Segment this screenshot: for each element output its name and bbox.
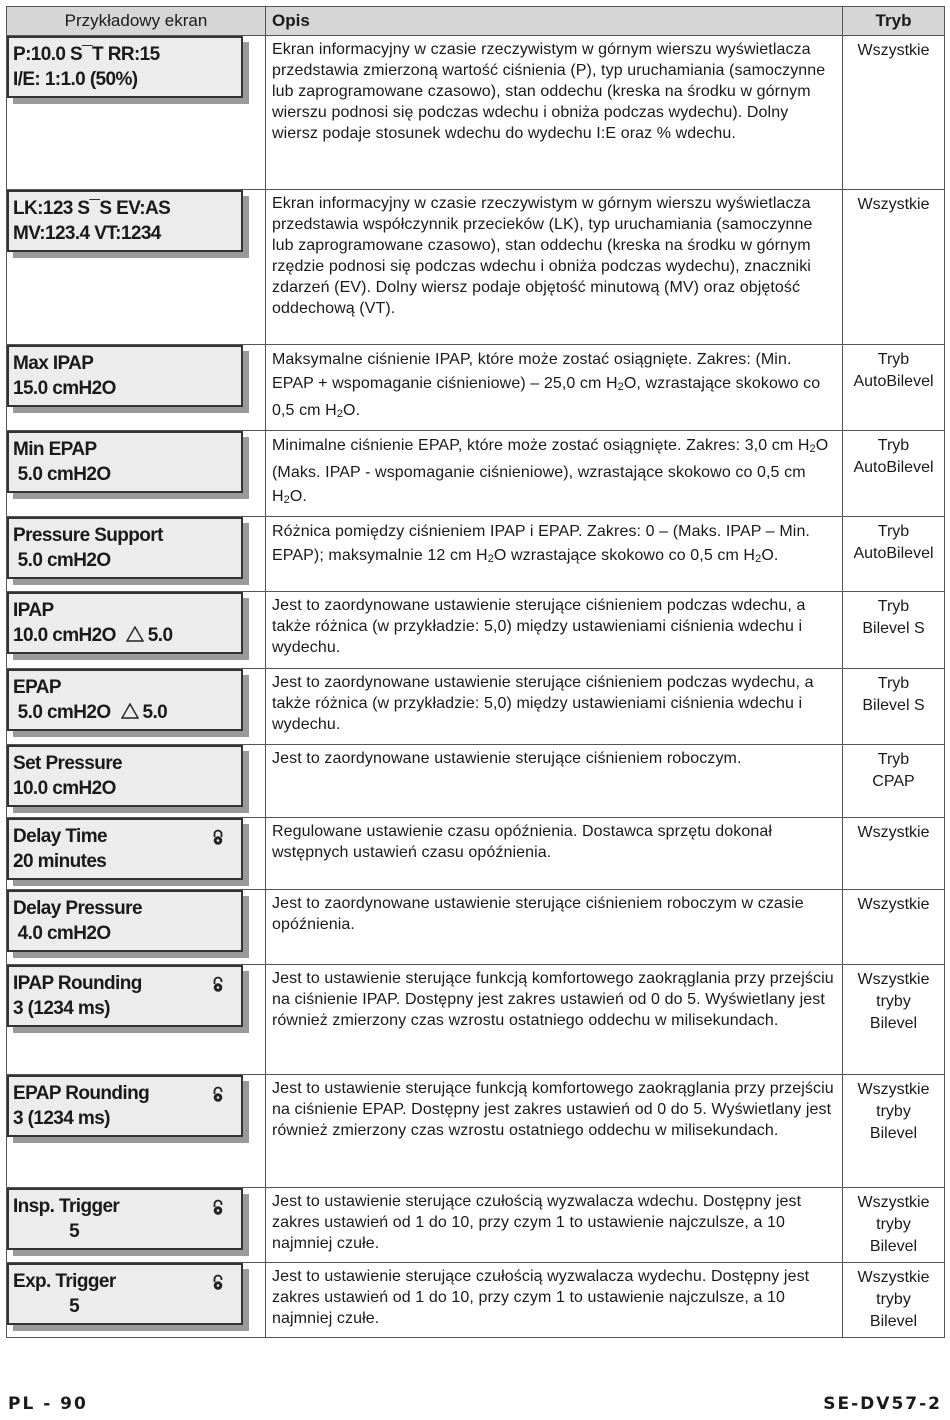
mode-line: Wszystkie <box>857 1269 930 1286</box>
mode-line: AutoBilevel <box>853 459 934 476</box>
lcd-line: 15.0 cmH2O <box>13 378 116 399</box>
lcd-line: 10.0 cmH2O <box>13 778 116 799</box>
description-fragment: O. <box>761 547 779 564</box>
mode-line: Tryb <box>877 437 910 454</box>
description-text: Jest to zaordynowane ustawienie sterujące ciśnieniem roboczym w czasie opóźnienia. <box>272 895 804 933</box>
lcd-display <box>7 592 243 654</box>
description-cell <box>266 669 843 745</box>
subscript-text: 2 <box>755 553 762 565</box>
description-cell <box>266 36 843 190</box>
description-cell <box>266 965 843 1075</box>
lcd-line: I/E: 1:1.0 (50%) <box>13 69 138 90</box>
table-row <box>7 1263 945 1338</box>
lock-open-icon <box>211 1274 225 1290</box>
lock-open-icon <box>211 1086 225 1102</box>
description-text: Jest to zaordynowane ustawienie sterujące ciśnieniem podczas wdechu, a także różnica (w przykładzie: 5,0) między ustawieniami ciśnienia wdechu i wydechu. <box>272 597 806 656</box>
lock-closed-icon <box>211 829 225 845</box>
description-cell <box>266 1188 843 1263</box>
description-cell <box>266 818 843 890</box>
mode-line: Wszystkie <box>857 196 930 213</box>
mode-line: Bilevel <box>869 1238 918 1255</box>
example-screen-cell <box>7 1263 266 1338</box>
subscript-text: 2 <box>487 553 494 565</box>
table-row <box>7 345 945 431</box>
subscript-text: 2 <box>283 494 290 506</box>
mode-cell <box>843 1188 945 1263</box>
mode-cell <box>843 36 945 190</box>
lcd-line: 5.0 cmH2O 5.0 <box>13 702 168 723</box>
lcd-line: IPAP Rounding <box>13 973 142 994</box>
mode-cell <box>843 190 945 345</box>
mode-line: Wszystkie <box>857 1194 930 1211</box>
table-row <box>7 517 945 592</box>
lcd-line: 20 minutes <box>13 851 107 872</box>
subscript-text: 2 <box>617 381 624 393</box>
description-fragment: O (Maks. IPAP - wspomaganie ciśnieniowe), wzrastające skokowo co 0,5 cm H <box>272 437 829 505</box>
table-row <box>7 190 945 345</box>
mode-text <box>843 1075 944 1149</box>
description-fragment: Różnica pomiędzy ciśnieniem IPAP i EPAP. Zakres: 0 – (Maks. IPAP – Min. EPAP); maksymalnie 12 cm H <box>272 523 810 564</box>
table-body <box>7 36 945 1338</box>
mode-line: tryby <box>876 1103 911 1120</box>
header-example-screen: Przykładowy ekran <box>7 7 266 36</box>
description-cell <box>266 345 843 431</box>
mode-text <box>843 517 944 569</box>
lock-open-icon <box>211 976 225 992</box>
description-text: Ekran informacyjny w czasie rzeczywistym w górnym wierszu wyświetlacza przedstawia współczynnik przecieków (LK), typ uruchamiania (samoczynne lub zaprogramowane czasowo), stan oddechu (kreska na środku w górnym rzędzie podnosi się podczas wdechu i obniża podczas wydechu), znaczniki zdarzeń (EV). Dolny wiersz podaje objętość minutową (MV) oraz objętość oddechową (VT). <box>272 195 813 317</box>
lcd-line: P:10.0 S¯T RR:15 <box>13 44 160 65</box>
description-cell <box>266 1263 843 1338</box>
mode-line: Bilevel S <box>862 620 925 637</box>
lcd-display <box>7 431 243 493</box>
description-cell <box>266 431 843 517</box>
lcd-line: Max IPAP <box>13 353 94 374</box>
lcd-display <box>7 745 243 807</box>
lcd-line: 5 <box>13 1296 80 1317</box>
description-cell <box>266 1075 843 1188</box>
table-row <box>7 965 945 1075</box>
mode-line: Bilevel <box>869 1015 918 1032</box>
mode-text <box>843 1188 944 1262</box>
description-text: Regulowane ustawienie czasu opóźnienia. Dostawca sprzętu dokonał wstępnych ustawień czasu opóźnienia. <box>272 823 773 861</box>
lcd-line: MV:123.4 VT:1234 <box>13 223 161 244</box>
example-screen-cell <box>7 669 266 745</box>
delta-triangle-icon <box>126 626 144 642</box>
mode-cell <box>843 1263 945 1338</box>
subscript-text: 2 <box>336 408 344 420</box>
page-number: PL - 90 <box>8 1394 88 1414</box>
mode-line: tryby <box>876 993 911 1010</box>
mode-cell <box>843 431 945 517</box>
example-screen-cell <box>7 345 266 431</box>
mode-line: Tryb <box>877 675 910 692</box>
mode-line: tryby <box>876 1291 911 1308</box>
lcd-display <box>7 190 243 252</box>
example-screen-cell <box>7 592 266 669</box>
mode-cell <box>843 517 945 592</box>
description-cell <box>266 890 843 965</box>
header-mode: Tryb <box>843 7 945 36</box>
mode-line: Bilevel <box>869 1125 918 1142</box>
lcd-display <box>7 517 243 579</box>
lcd-display <box>7 36 243 98</box>
lcd-display <box>7 345 243 407</box>
lock-open-icon <box>211 1199 225 1215</box>
mode-line: Bilevel S <box>862 697 925 714</box>
settings-table <box>6 6 945 1338</box>
mode-line: Wszystkie <box>857 971 930 988</box>
description-text: Jest to ustawienie sterujące czułością wyzwalacza wydechu. Dostępny jest zakres ustawień od 1 do 10, przy czym 1 to ustawienie najczulsze, a 10 najmniej czułe. <box>272 1268 810 1327</box>
delta-value: 5.0 <box>142 702 168 723</box>
mode-text <box>843 190 944 220</box>
description-cell <box>266 745 843 818</box>
mode-line: Tryb <box>877 523 910 540</box>
description-fragment: O, wzrastające skokowo co 0,5 cm H <box>272 375 821 419</box>
table-row <box>7 818 945 890</box>
description-text: Jest to zaordynowane ustawienie sterujące ciśnieniem roboczym. <box>272 750 742 767</box>
lcd-line: Delay Pressure <box>13 898 142 919</box>
lcd-display <box>7 669 243 731</box>
mode-line: tryby <box>876 1216 911 1233</box>
header-description: Opis <box>266 7 843 36</box>
example-screen-cell <box>7 745 266 818</box>
mode-text <box>843 965 944 1039</box>
description-text: Jest to ustawienie sterujące czułością wyzwalacza wdechu. Dostępny jest zakres ustawień od 1 do 10, przy czym 1 to ustawienie najczulsze, a 10 najmniej czułe. <box>272 1193 802 1252</box>
description-text: Jest to ustawienie sterujące funkcją komfortowego zaokrąglania przy przejściu na ciśnienie IPAP. Dostępny jest zakres ustawień od 0 do 5. Wyświetlany jest również zmierzony czas wzrostu ostatniego oddechu w milisekundach. <box>272 970 834 1029</box>
table-row <box>7 1188 945 1263</box>
example-screen-cell <box>7 818 266 890</box>
lcd-line: 5.0 cmH2O <box>13 550 111 571</box>
subscript-text: 2 <box>809 443 816 455</box>
mode-text <box>843 1263 944 1337</box>
mode-line: Bilevel <box>869 1313 918 1330</box>
mode-text <box>843 345 944 397</box>
description-text: Ekran informacyjny w czasie rzeczywistym w górnym wierszu wyświetlacza przedstawia zmierzoną wartość ciśnienia (P), typ uruchamiania (samoczynne lub zaprogramowane czasowo), stan oddechu (kreska na środku w górnym wierszu podnosi się podczas wdechu i obniża podczas wydechu). Dolny wiersz podaje stosunek wdechu do wydechu I:E oraz % wdechu. <box>272 41 826 142</box>
example-screen-cell <box>7 517 266 592</box>
lcd-display <box>7 965 243 1027</box>
description-text: Jest to zaordynowane ustawienie sterujące ciśnieniem podczas wydechu, a także różnica (w przykładzie: 5,0) między ustawieniami ciśnienia wdechu i wydechu. <box>272 674 814 733</box>
table-header-row <box>7 7 945 36</box>
table-row <box>7 890 945 965</box>
lcd-line: Min EPAP <box>13 439 97 460</box>
example-screen-cell <box>7 190 266 345</box>
lcd-line: EPAP Rounding <box>13 1083 150 1104</box>
mode-text <box>843 431 944 483</box>
mode-cell <box>843 669 945 745</box>
table-row <box>7 36 945 190</box>
mode-text <box>843 592 944 644</box>
lcd-line: Delay Time <box>13 826 107 847</box>
lcd-line: LK:123 S¯S EV:AS <box>13 198 171 219</box>
mode-text <box>843 36 944 66</box>
mode-line: Wszystkie <box>857 824 930 841</box>
mode-cell <box>843 965 945 1075</box>
lcd-line: Pressure Support <box>13 525 163 546</box>
delta-triangle-icon <box>121 703 139 719</box>
mode-line: Wszystkie <box>857 896 930 913</box>
lcd-display <box>7 890 243 952</box>
example-screen-cell <box>7 1188 266 1263</box>
lcd-line: 3 (1234 ms) <box>13 998 110 1019</box>
delta-value: 5.0 <box>147 625 173 646</box>
lcd-display <box>7 1075 243 1137</box>
description-text <box>266 345 842 430</box>
description-cell <box>266 517 843 592</box>
table-row <box>7 745 945 818</box>
lcd-line: IPAP <box>13 600 54 621</box>
mode-cell <box>843 1075 945 1188</box>
lcd-line: 5 <box>13 1221 80 1242</box>
lcd-line: Exp. Trigger <box>13 1271 116 1292</box>
document-code: SE-DV57-2 <box>823 1394 942 1414</box>
table-row <box>7 669 945 745</box>
description-fragment: O wzrastające skokowo co 0,5 cm H <box>493 547 756 564</box>
mode-line: Tryb <box>877 598 910 615</box>
description-cell <box>266 190 843 345</box>
mode-text <box>843 745 944 797</box>
mode-line: Wszystkie <box>857 42 930 59</box>
mode-cell <box>843 890 945 965</box>
example-screen-cell <box>7 1075 266 1188</box>
lcd-line: 5.0 cmH2O <box>13 464 111 485</box>
description-text <box>266 517 842 575</box>
description-fragment: O. <box>343 402 361 419</box>
mode-line: Tryb <box>877 751 910 768</box>
lcd-line: 3 (1234 ms) <box>13 1108 110 1129</box>
description-fragment: O. <box>289 488 307 505</box>
table-row <box>7 1075 945 1188</box>
table-row <box>7 431 945 517</box>
description-fragment: Maksymalne ciśnienie IPAP, które może zostać osiągnięte. Zakres: (Min. EPAP + wspomaganie ciśnieniowe) – 25,0 cm H <box>272 351 792 392</box>
lcd-display <box>7 818 243 880</box>
lcd-display <box>7 1188 243 1250</box>
lcd-line: 4.0 cmH2O <box>13 923 111 944</box>
lcd-line: EPAP <box>13 677 61 698</box>
mode-cell <box>843 592 945 669</box>
example-screen-cell <box>7 36 266 190</box>
description-cell <box>266 592 843 669</box>
table-row <box>7 592 945 669</box>
description-fragment: Minimalne ciśnienie EPAP, które może zostać osiągnięte. Zakres: 3,0 cm H <box>272 437 810 454</box>
mode-cell <box>843 345 945 431</box>
mode-line: CPAP <box>872 773 915 790</box>
mode-cell <box>843 818 945 890</box>
example-screen-cell <box>7 965 266 1075</box>
description-text <box>266 431 842 516</box>
mode-line: AutoBilevel <box>853 545 934 562</box>
description-text: Jest to ustawienie sterujące funkcją komfortowego zaokrąglania przy przejściu na ciśnienie EPAP. Dostępny jest zakres ustawień od 0 do 5. Wyświetlany jest również zmierzony czas wzrostu ostatniego oddechu w milisekundach. <box>272 1080 834 1139</box>
mode-cell <box>843 745 945 818</box>
lcd-line: Set Pressure <box>13 753 122 774</box>
mode-line: AutoBilevel <box>853 373 934 390</box>
lcd-display <box>7 1263 243 1325</box>
mode-text <box>843 818 944 848</box>
example-screen-cell <box>7 431 266 517</box>
mode-line: Wszystkie <box>857 1081 930 1098</box>
mode-line: Tryb <box>877 351 910 368</box>
lcd-line: Insp. Trigger <box>13 1196 120 1217</box>
lcd-line: 10.0 cmH2O 5.0 <box>13 625 173 646</box>
mode-text <box>843 669 944 721</box>
mode-text <box>843 890 944 920</box>
example-screen-cell <box>7 890 266 965</box>
